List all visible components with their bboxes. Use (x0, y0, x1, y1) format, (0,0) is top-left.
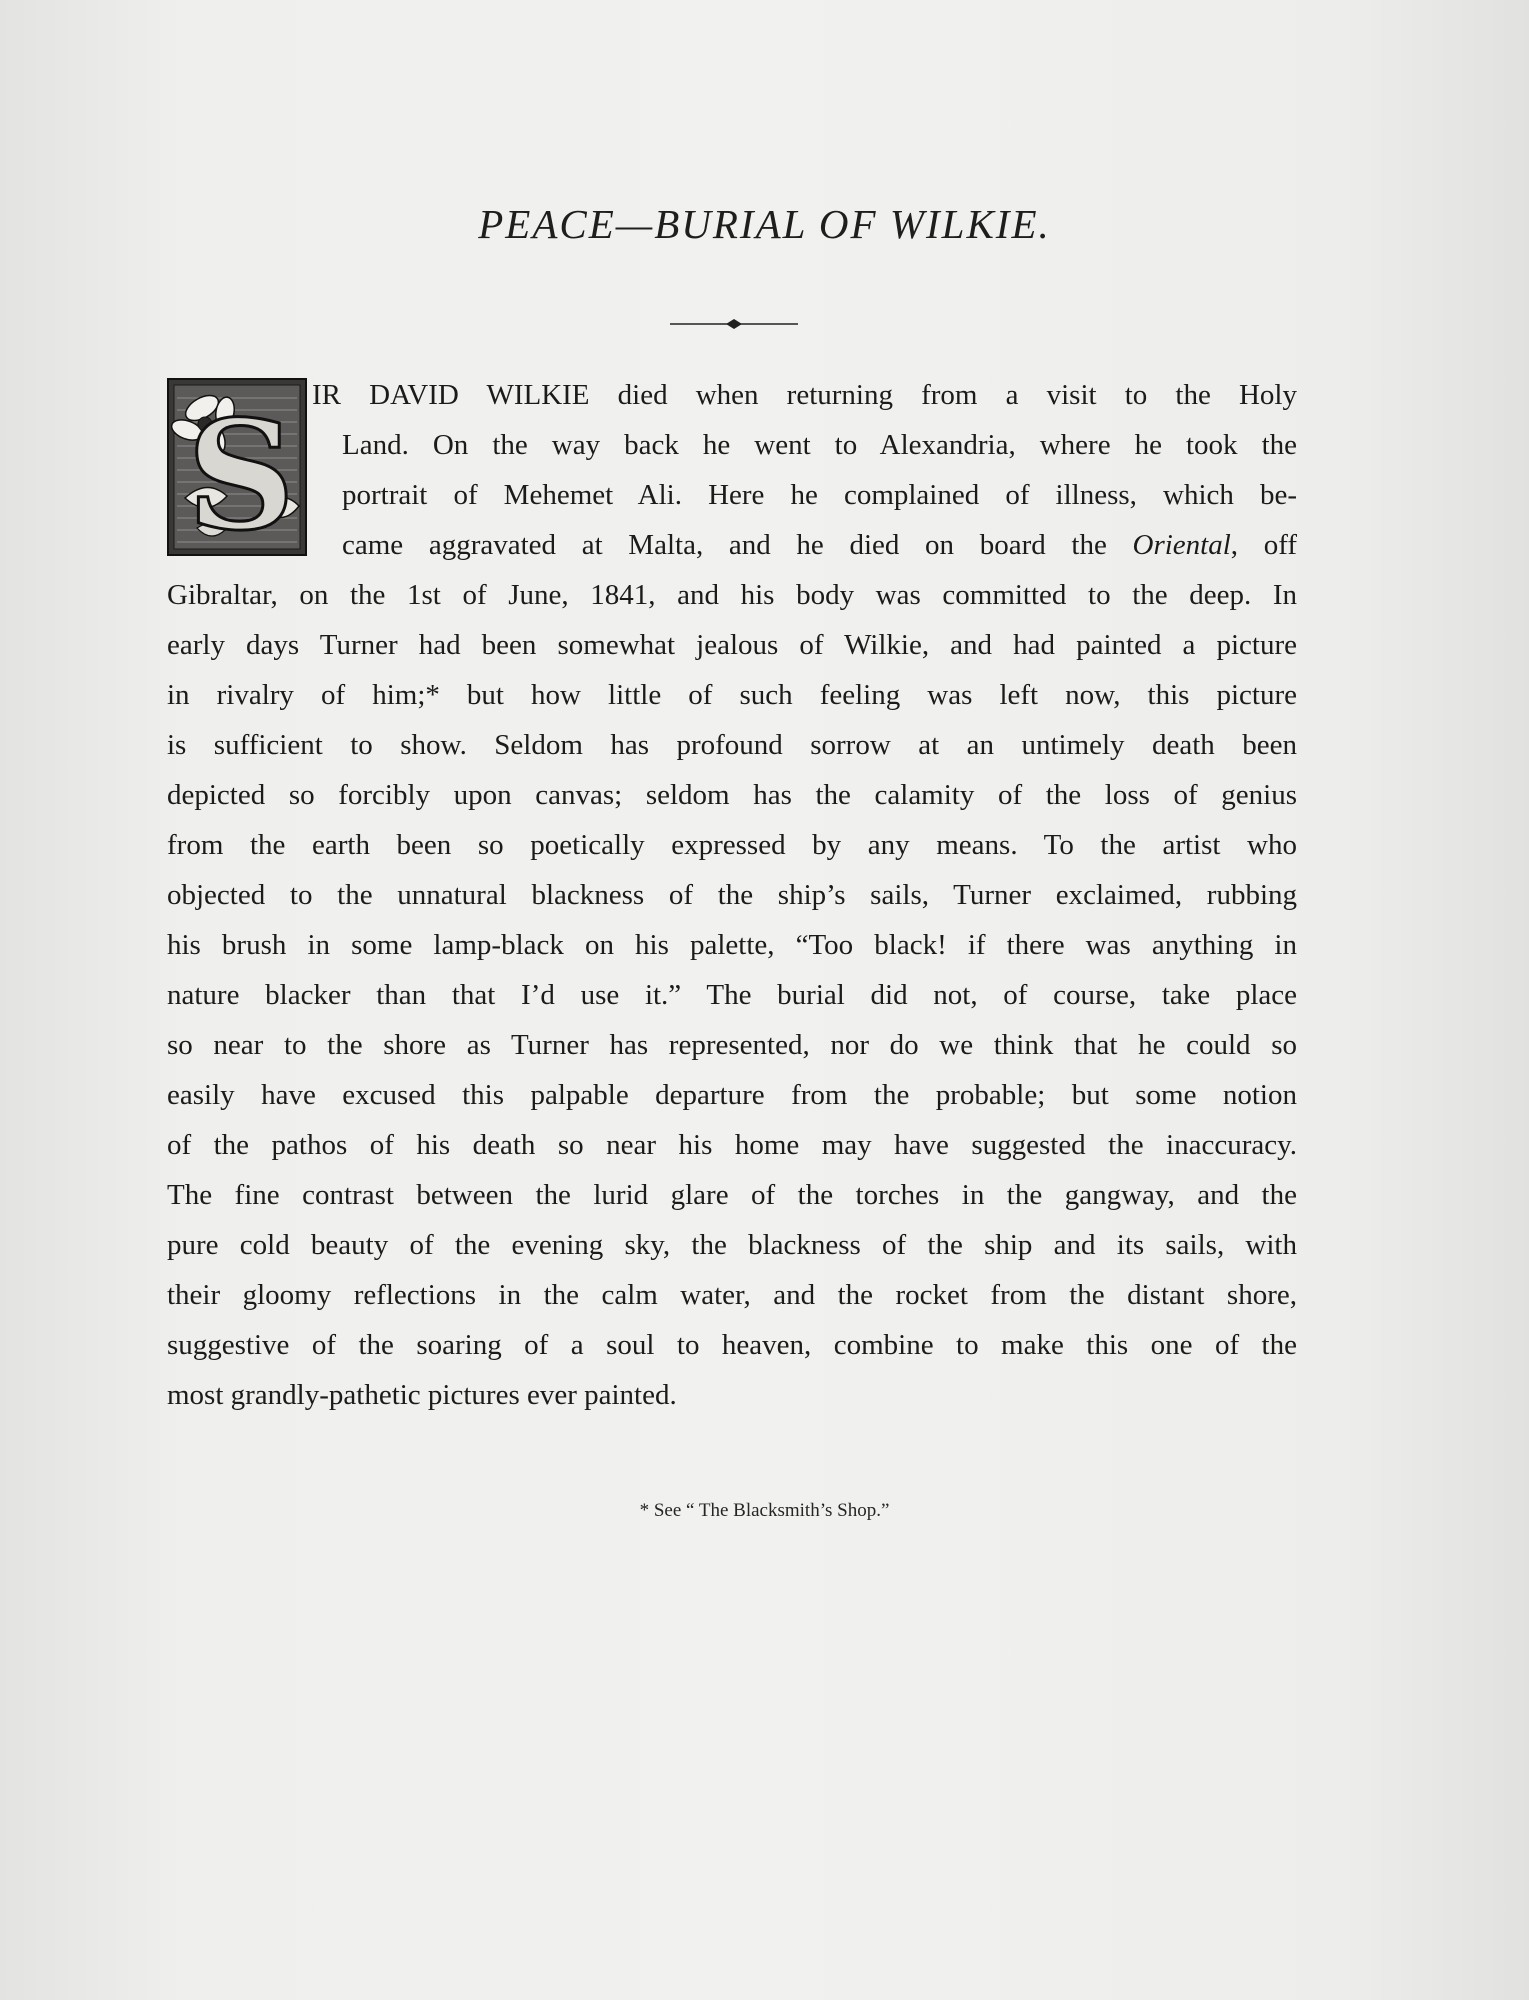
drop-cap-letter: S (186, 388, 296, 556)
body-line: portrait of Mehemet Ali. Here he complained of illness, which be- (342, 479, 1297, 511)
body-line: so near to the shore as Turner has represented, nor do we think that he could so (167, 1029, 1297, 1061)
body-line: depicted so forcibly upon canvas; seldom has the calamity of the loss of genius (167, 779, 1297, 811)
body-line: easily have excused this palpable departure from the probable; but some notion (167, 1079, 1297, 1111)
article-body (167, 370, 1297, 1420)
body-line: objected to the unnatural blackness of the ship’s sails, Turner exclaimed, rubbing (167, 879, 1297, 911)
body-line: early days Turner had been somewhat jealous of Wilkie, and had painted a picture (167, 629, 1297, 661)
body-line: their gloomy reflections in the calm water, and the rocket from the distant shore, (167, 1279, 1297, 1311)
body-line (167, 520, 1297, 570)
body-line: in rivalry of him;* but how little of such feeling was left now, this picture (167, 679, 1297, 711)
body-line: Gibraltar, on the 1st of June, 1841, and his body was committed to the deep. In (167, 579, 1297, 611)
page-title: PEACE—BURIAL OF WILKIE. (478, 201, 1051, 247)
body-line: from the earth been so poetically expressed by any means. To the artist who (167, 829, 1297, 861)
body-line: nature blacker than that I’d use it.” The burial did not, of course, take place (167, 979, 1297, 1011)
footnote: * See “ The Blacksmith’s Shop.” (639, 1500, 890, 1521)
ornamental-rule (670, 318, 798, 330)
body-line-part: , off (1230, 529, 1297, 561)
body-line: most grandly-pathetic pictures ever painted. (167, 1379, 677, 1411)
ship-name: Oriental (1132, 529, 1231, 561)
body-line: IR DAVID WILKIE died when returning from a visit to the Holy (312, 379, 1297, 411)
body-line: is sufficient to show. Seldom has profound sorrow at an untimely death been (167, 729, 1297, 761)
body-line: Land. On the way back he went to Alexandria, where he took the (342, 429, 1297, 461)
body-line: suggestive of the soaring of a soul to heaven, combine to make this one of the (167, 1329, 1297, 1361)
body-line: his brush in some lamp-black on his palette, “Too black! if there was anything in (167, 929, 1297, 961)
body-line: pure cold beauty of the evening sky, the blackness of the ship and its sails, with (167, 1229, 1297, 1261)
body-line: The fine contrast between the lurid glare of the torches in the gangway, and the (167, 1179, 1297, 1211)
body-line-part: came aggravated at Malta, and he died on board the (342, 529, 1107, 561)
body-line: of the pathos of his death so near his home may have suggested the inaccuracy. (167, 1129, 1297, 1161)
